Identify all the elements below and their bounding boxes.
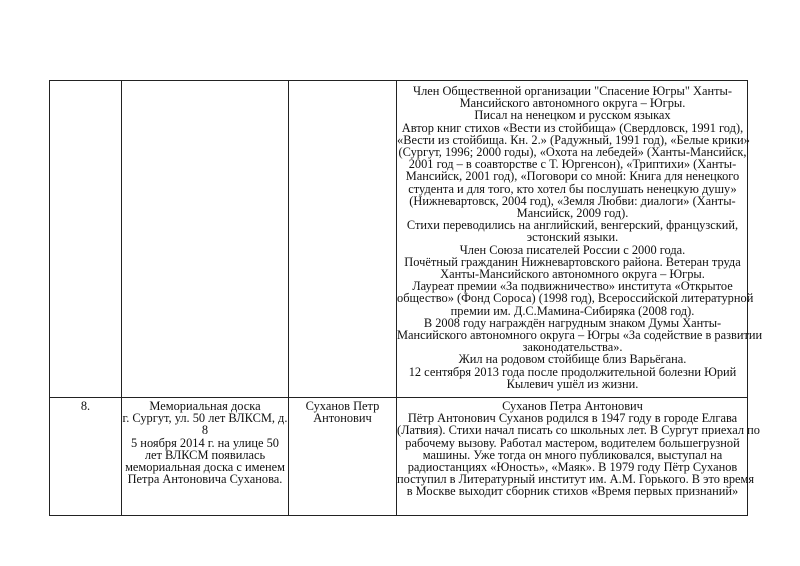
text-line: Член Союза писателей России с 2000 года. <box>459 242 686 257</box>
prev-row-description-cell <box>397 84 763 391</box>
text-line: Ханты-Мансийского автономного округа – Югры. <box>440 267 705 282</box>
text-line: Мансийск, 2001 год), «Поговори со мной: Книга для ненецкого <box>405 169 740 184</box>
text-line: премии им. Д.С.Мамина-Сибиряка (2008 год). <box>450 303 695 318</box>
text-line: Почётный гражданин Нижневартовского района. Ветеран труда <box>404 254 741 269</box>
text-line: (Латвия). Стихи начал писать со школьных лет. В Сургут приехал по <box>397 423 760 438</box>
row-number-cell <box>50 400 121 412</box>
text-line: Мансийск, 2009 год). <box>516 206 629 221</box>
text-line: Суханов Петр <box>305 399 380 413</box>
text-line: законодательства». <box>522 340 623 355</box>
text-line: поступил в Литературный институт им. А.М. Горького. В это время <box>397 472 755 487</box>
person-cell <box>289 400 396 424</box>
text-line: Член Общественной организации "Спасение Югры" Ханты- <box>413 84 732 98</box>
description-cell <box>397 399 760 499</box>
text-line: Стихи переводились на английский, венгерский, французский, <box>406 218 739 233</box>
text-line: Суханов Петра Антонович <box>502 399 643 413</box>
text-line: 8 <box>201 423 209 438</box>
monuments-table <box>49 80 763 516</box>
text-line: студента и для того, кто хотел бы послушать ненецкую душу» <box>408 181 737 196</box>
row-number: 8. <box>80 399 91 413</box>
text-line: в Москве выходит сборник стихов «Время первых признаний» <box>406 484 739 499</box>
object-cell <box>122 400 288 485</box>
text-line: Писал на ненецком и русском языках <box>474 108 671 123</box>
text-line: 2001 год – в соавторстве с Т. Юргенсон), «Триптихи» (Ханты- <box>408 157 737 172</box>
text-line: Автор книг стихов «Вести из стойбища» (Свердловск, 1991 год), <box>401 120 744 135</box>
text-line: Мансийского автономного округа – Югры. <box>459 96 686 111</box>
text-line: (Нижневартовск, 2004 год), «Земля Любви: диалоги» (Ханты- <box>409 193 736 208</box>
text-line: г. Сургут, ул. 50 лет ВЛКСМ, д. <box>122 411 288 426</box>
text-line: (Сургут, 1996; 2000 годы), «Охота на лебедей» (Ханты-Мансийск, <box>398 145 747 160</box>
text-line: лет ВЛКСМ появилась <box>144 447 266 462</box>
text-line: радиостанциях «Юность», «Маяк». В 1979 году Пётр Суханов <box>407 460 738 475</box>
text-line: мемориальная доска с именем <box>125 460 285 475</box>
text-line: машины. Уже тогда он много публиковался, выступал на <box>422 447 723 462</box>
text-line: Пётр Антонович Суханов родился в 1947 году в городе Елгава <box>407 411 738 426</box>
text-line: 5 ноября 2014 г. на улице 50 <box>131 435 279 450</box>
text-line: «Вести из стойбища. Кн. 2.» (Радужный, 1991 год), «Белые крики» <box>397 132 750 147</box>
column-divider <box>288 81 289 515</box>
text-line: Мансийского автономного округа – Югры «За содействие в развитии <box>397 328 763 343</box>
text-line: Жил на родовом стойбище близ Варьёгана. <box>458 352 687 367</box>
text-line: рабочему вызову. Работал мастером, водителем большегрузной <box>405 435 740 450</box>
text-line: Мемориальная доска <box>149 399 261 413</box>
text-line: Лауреат премии «За подвижничество» института «Открытое <box>412 279 733 294</box>
text-line: Кылевич ушёл из жизни. <box>506 376 639 391</box>
row-divider <box>50 397 747 398</box>
text-line: 12 сентября 2013 года после продолжительной болезни Юрий <box>408 364 737 379</box>
text-line: Петра Антоновича Суханова. <box>127 472 283 487</box>
text-line: общество» (Фонд Сороса) (1998 год), Всероссийской литературной <box>397 291 754 306</box>
text-line: Антонович <box>313 411 372 426</box>
text-line: В 2008 году награждён нагрудным знаком Думы Ханты- <box>423 315 722 330</box>
text-line: эстонский языки. <box>526 230 619 245</box>
